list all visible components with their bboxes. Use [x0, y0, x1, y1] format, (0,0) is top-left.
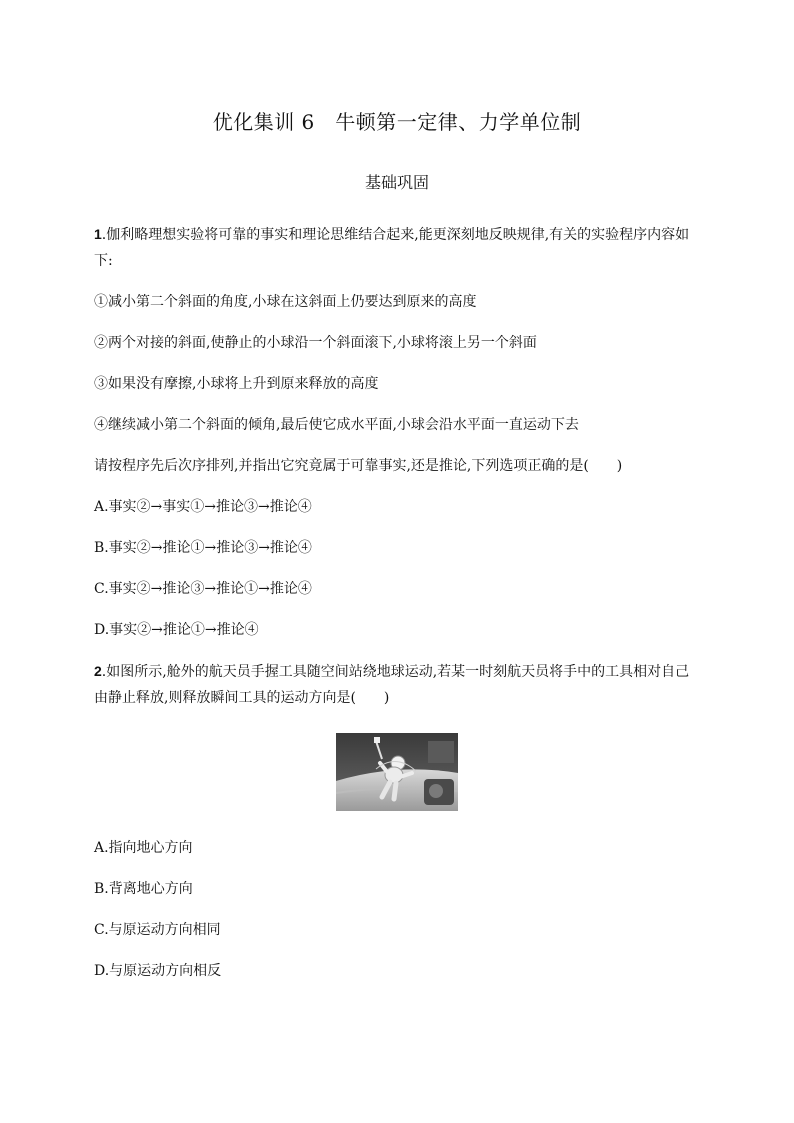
- q1-option-a: A.事实②→事实①→推论③→推论④: [94, 499, 312, 515]
- q1-option-b: B.事实②→推论①→推论③→推论④: [94, 540, 312, 556]
- q1-option-d: D.事实②→推论①→推论④: [94, 622, 259, 638]
- q1-step-1: ①减小第二个斜面的角度,小球在这斜面上仍要达到原来的高度: [94, 294, 477, 310]
- astronaut-figure: [336, 733, 458, 811]
- astronaut-illustration: [336, 733, 458, 811]
- q2-option-a: A.指向地心方向: [94, 840, 193, 856]
- q2-option-c: C.与原运动方向相同: [94, 922, 221, 938]
- page-title: 优化集训 6 牛顿第一定律、力学单位制: [212, 110, 582, 134]
- section-heading: 基础巩固: [364, 173, 429, 192]
- q1-option-c: C.事实②→推论③→推论①→推论④: [94, 581, 312, 597]
- q1-prompt: 请按程序先后次序排列,并指出它究竟属于可靠事实,还是推论,下列选项正确的是( ): [94, 458, 623, 474]
- q2-stem-text1: .如图所示,舱外的航天员手握工具随空间站绕地球运动,若某一时刻航天员将手中的工具相对自己: [101, 664, 690, 680]
- q1-step-2: ②两个对接的斜面,使静止的小球沿一个斜面滚下,小球将滚上另一个斜面: [94, 335, 537, 351]
- q2-option-d: D.与原运动方向相反: [94, 963, 222, 979]
- q2-number: 2: [94, 663, 102, 679]
- q2-stem-line2: 由静止释放,则释放瞬间工具的运动方向是( ): [94, 690, 390, 706]
- q2-option-b: B.背离地心方向: [94, 881, 193, 897]
- q2-stem-line1: [94, 659, 714, 684]
- q1-stem-line2: 下:: [94, 253, 113, 269]
- q1-number: 1: [94, 226, 102, 242]
- q1-stem-text1: .伽利略理想实验将可靠的事实和理论思维结合起来,能更深刻地反映规律,有关的实验程序内容如: [101, 227, 690, 243]
- q1-step-3: ③如果没有摩擦,小球将上升到原来释放的高度: [94, 376, 379, 392]
- q1-stem-line1: [94, 222, 714, 247]
- q1-step-4: ④继续减小第二个斜面的倾角,最后使它成水平面,小球会沿水平面一直运动下去: [94, 417, 579, 433]
